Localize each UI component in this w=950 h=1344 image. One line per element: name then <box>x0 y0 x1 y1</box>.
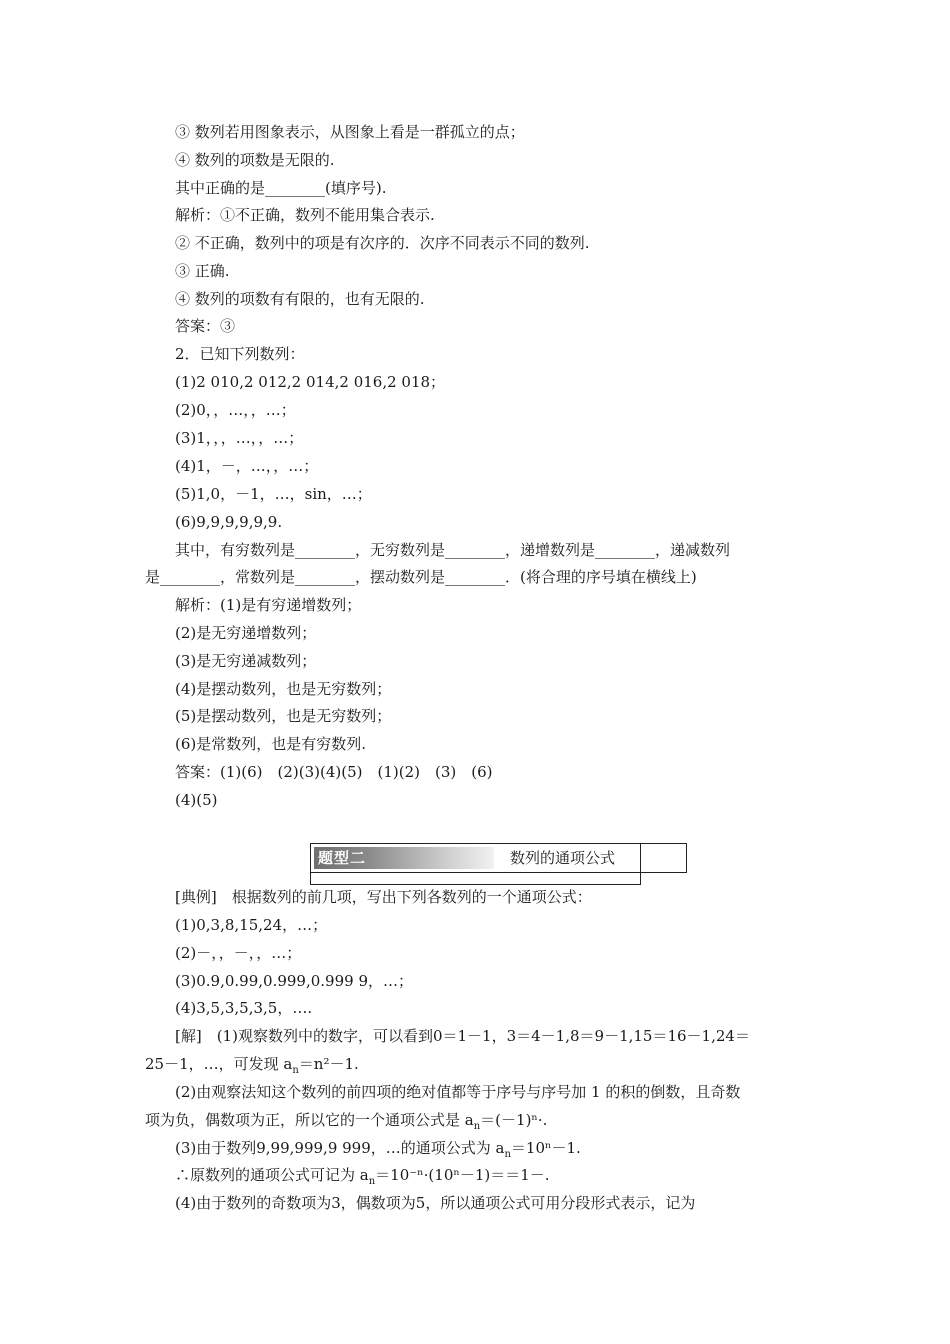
answer-line: (4)(5) <box>175 791 218 809</box>
analysis-line: 解析：(1)是有穷递增数列； <box>175 596 362 614</box>
solution-line: 项为负，偶数项为正，所以它的一个通项公式是 $a_n=(-1)^n\cdot$. <box>145 1111 548 1132</box>
sequence-item: (5)1,0，－1，…，sin，…； <box>175 485 372 503</box>
text-line: ④ 数列的项数是无限的. <box>175 151 335 169</box>
sequence-item: (3)1，，，…，，…； <box>175 429 304 447</box>
analysis-line: (5)是摆动数列，也是无穷数列； <box>175 707 392 725</box>
sequence-item: (2)0，，…，，…； <box>175 401 296 419</box>
question-heading: 2．已知下列数列： <box>175 345 305 363</box>
solution-line: (4)由于数列的奇数项为3，偶数项为5，所以通项公式可用分段形式表示，记为 <box>175 1194 696 1212</box>
text-line: ③ 正确. <box>175 262 230 280</box>
text-line: ③ 数列若用图象表示，从图象上看是一群孤立的点； <box>175 123 525 141</box>
analysis-line: (3)是无穷递减数列； <box>175 652 317 670</box>
question-text: 是________，常数列是________，摆动数列是________．(将合理的序号填在横线上) <box>145 568 697 586</box>
solution-line: (2)由观察法知这个数列的前四项的绝对值都等于序号与序号加 1 的积的倒数，且奇数 <box>175 1083 741 1101</box>
solution-line: ∴原数列的通项公式可记为 $a_n=10^{-n}\cdot(10^n-1)==1-$. <box>175 1166 550 1187</box>
example-item: (4)3,5,3,5,3,5，…. <box>175 999 313 1017</box>
text-line: 解析：①不正确，数列不能用集合表示. <box>175 206 435 224</box>
sequence-item: (6)9,9,9,9,9,9. <box>175 513 283 531</box>
solution-line: 25－1，…，可发现 $a_n=n^2-1$. <box>145 1055 359 1076</box>
text-line: ④ 数列的项数有有限的，也有无限的. <box>175 290 425 308</box>
question-text: 其中，有穷数列是________，无穷数列是________，递增数列是________，递减数列 <box>175 541 731 559</box>
text-line: 其中正确的是________(填序号). <box>175 179 387 197</box>
example-item: (3)0.9,0.99,0.999,0.999 9，…； <box>175 972 414 990</box>
analysis-line: (2)是无穷递增数列； <box>175 624 317 642</box>
solution-line: (3)由于数列9,99,999,9 999，…的通项公式为 $a_n=10^n-1$. <box>175 1139 581 1160</box>
text-line: ② 不正确，数列中的项是有次序的．次序不同表示不同的数列. <box>175 234 590 252</box>
sequence-item: (4)1，－，…，，…； <box>175 457 319 475</box>
example-item: (2)－，，－，，…； <box>175 944 302 962</box>
analysis-line: (6)是常数列，也是有穷数列. <box>175 735 367 753</box>
analysis-line: (4)是摆动数列，也是无穷数列； <box>175 680 392 698</box>
example-intro: [典例] 根据数列的前几项，写出下列各数列的一个通项公式： <box>175 888 592 906</box>
answer-line: 答案：(1)(6) (2)(3)(4)(5) (1)(2) (3) (6) <box>175 763 493 781</box>
section-title: 数列的通项公式 <box>510 849 616 867</box>
solution-line: [解] (1)观察数列中的数字，可以看到0＝1－1，3＝4－1,8＝9－1,15＝16－1,24＝ <box>175 1027 750 1045</box>
answer-line: 答案：③ <box>175 317 236 335</box>
section-label: 题型二 <box>318 849 367 867</box>
sequence-item: (1)2 010,2 012,2 014,2 016,2 018； <box>175 373 446 391</box>
example-item: (1)0,3,8,15,24，…； <box>175 916 328 934</box>
